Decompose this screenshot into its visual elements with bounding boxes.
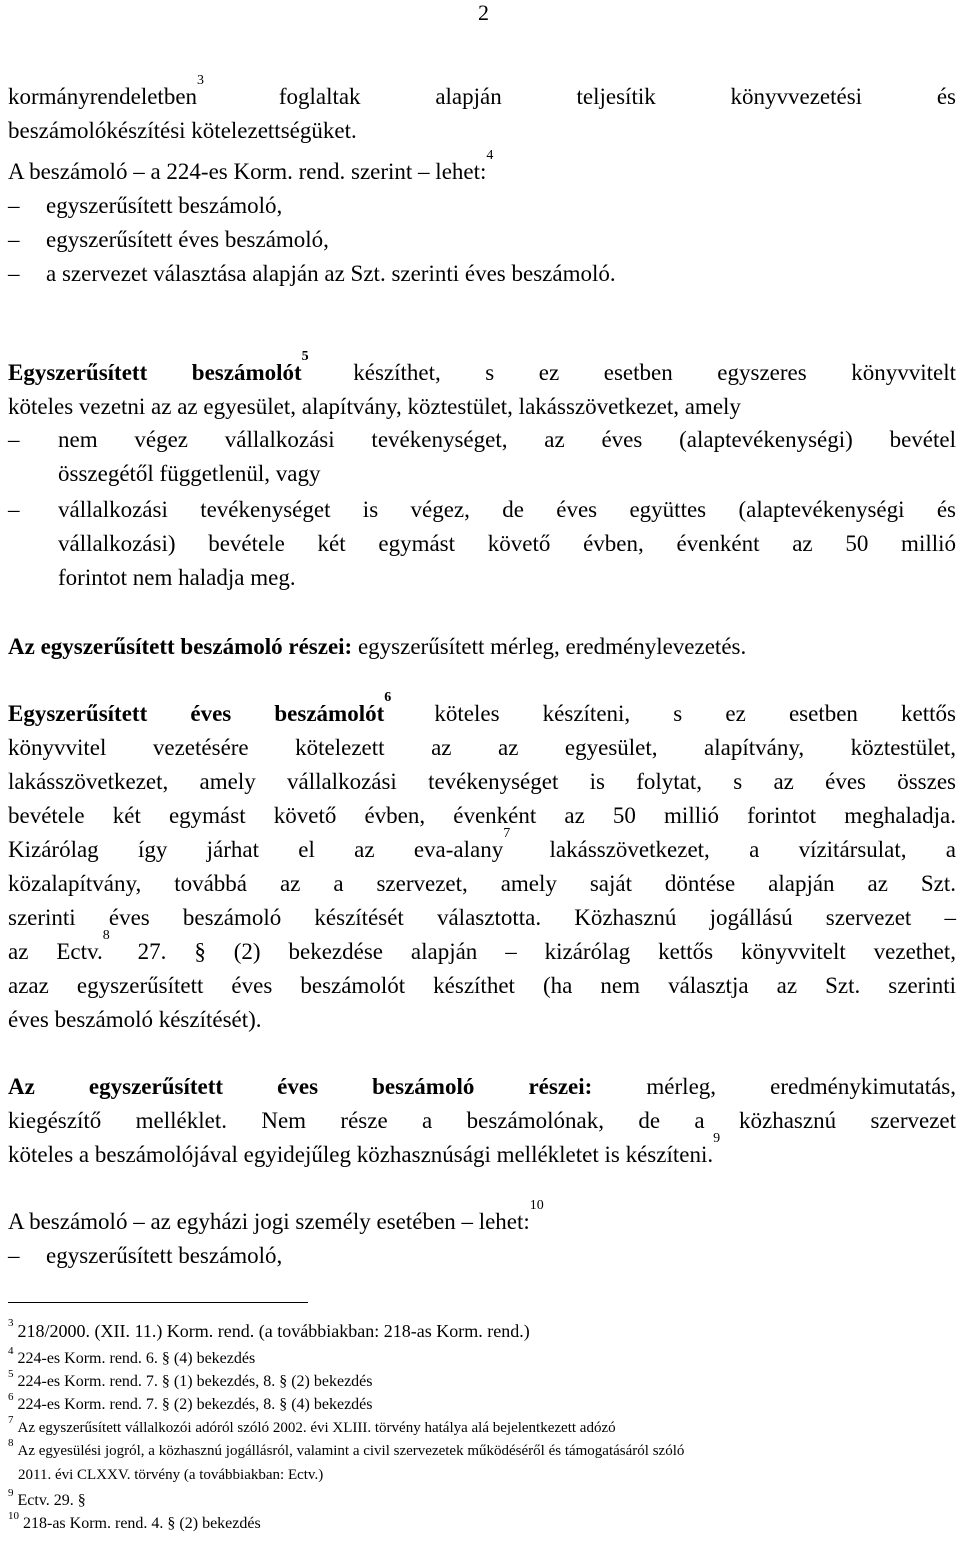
footnote: $^9$ Ectv. 29. § [8, 1487, 86, 1509]
dash-bullet: – [8, 1243, 20, 1268]
p3-bullet1-line1: nem végez vállalkozási tevékenységet, az éves (alaptevékenységi) bevétel [58, 427, 956, 452]
p5-line4: bevétele két egymást követő évben, évenként az 50 millió forintot meghaladja. [8, 803, 956, 828]
dash-bullet: – [8, 193, 20, 218]
footnote: $^3$ 218/2000. (XII. 11.) Korm. rend. (a továbbiakban: 218-as Korm. rend.) [8, 1317, 530, 1341]
p5-line9: azaz egyszerűsített éves beszámolót készíthet (ha nem választja az Szt. szerinti [8, 973, 956, 998]
p6-line3: köteles a beszámolójával egyidejűleg közhasznúsági mellékletet is készíteni.$^9$ [8, 1131, 721, 1167]
p3-bullet2-line1: vállalkozási tevékenységet is végez, de éves együttes (alaptevékenységi és [58, 497, 956, 522]
footnote-ref-6[interactable]: 6 [384, 690, 392, 705]
dash-bullet: – [8, 227, 20, 252]
p3-bullet2-line3: forintot nem haladja meg. [58, 565, 296, 590]
dash-bullet: – [8, 497, 20, 522]
p3-line2: köteles vezetni az az egyesület, alapítvány, köztestület, lakásszövetkezet, amely [8, 394, 741, 419]
p5-line3: lakásszövetkezet, amely vállalkozási tevékenységet is folytat, s az éves összes [8, 769, 956, 794]
footnote-ref-10[interactable]: 10 [529, 1198, 544, 1213]
footnote-ref-7[interactable]: 7 [503, 826, 511, 841]
p5-line7: szerinti éves beszámoló készítését választotta. Közhasznú jogállású szervezet – [8, 905, 956, 930]
p4-line: Az egyszerűsített beszámoló részei: egyszerűsített mérleg, eredménylevezetés. [8, 634, 747, 659]
p5-line1: Egyszerűsített éves beszámolót$^6$ köteles készíteni, s ez esetben kettős [8, 690, 956, 726]
p2-intro: A beszámoló – a 224-es Korm. rend. szerint – lehet:$^4$ [8, 148, 494, 184]
footnote: $^5$ 224-es Korm. rend. 7. § (1) bekezdés, 8. § (2) bekezdés [8, 1368, 373, 1390]
p5-line8: az Ectv.$^8$ 27. § (2) bekezdése alapján – kizárólag kettős könyvvitelt vezethet, [8, 928, 957, 964]
footnote-ref-3[interactable]: 3 [197, 73, 205, 88]
p5-line10: éves beszámoló készítését). [8, 1007, 262, 1032]
footnote-ref-8[interactable]: 8 [102, 928, 110, 943]
p3-line1: Egyszerűsített beszámolót$^5$ készíthet, s ez esetben egyszeres könyvvitelt [8, 349, 957, 385]
footnote: $^8$ Az egyesülési jogról, a közhasznú jogállásról, valamint a civil szervezetek működéséről és támogatásáról szóló [8, 1437, 685, 1459]
p3-bullet1-line2: összegétől függetlenül, vagy [58, 461, 321, 486]
dash-bullet: – [8, 427, 20, 452]
footnote-continuation: 2011. évi CLXXV. törvény (a továbbiakban: Ectv.) [18, 1467, 324, 1483]
p3-bullet2-line2: vállalkozási) bevétele két egymást követő évben, évenként az 50 millió [58, 531, 956, 556]
footnote-ref-4[interactable]: 4 [486, 148, 494, 163]
footnote: $^{10}$ 218-as Korm. rend. 4. § (2) bekezdés [8, 1510, 261, 1532]
page-number: 2 [478, 0, 489, 25]
footnote: $^6$ 224-es Korm. rend. 7. § (2) bekezdés, 8. § (4) bekezdés [8, 1391, 373, 1413]
footnote-separator [8, 1302, 308, 1303]
p5-line5: Kizárólag így járhat el az eva-alany$^7$ lakásszövetkezet, a vízitársulat, a [8, 826, 956, 862]
p7-intro: A beszámoló – az egyházi jogi személy esetében – lehet:$^{10}$ [8, 1198, 544, 1234]
dash-bullet: – [8, 261, 20, 286]
footnote: $^4$ 224-es Korm. rend. 6. § (4) bekezdés [8, 1345, 256, 1367]
footnote-ref-9[interactable]: 9 [713, 1131, 721, 1146]
p5-line2: könyvvitel vezetésére kötelezett az az egyesület, alapítvány, köztestület, [8, 735, 956, 760]
footnote: $^7$ Az egyszerűsített vállalkozói adóról szóló 2002. évi XLIII. törvény hatálya alá bejelentkezett adózó [8, 1414, 616, 1436]
p1-line2: beszámolókészítési kötelezettségüket. [8, 118, 357, 143]
footnote-ref-5[interactable]: 5 [301, 349, 309, 364]
p5-line6: közalapítvány, továbbá az a szervezet, amely saját döntése alapján az Szt. [8, 871, 956, 896]
p6-line2: kiegészítő melléklet. Nem része a beszámolónak, de a közhasznú szervezet [8, 1108, 956, 1133]
p6-line1: Az egyszerűsített éves beszámoló részei: mérleg, eredménykimutatás, [8, 1074, 956, 1099]
p1-line1: kormányrendeletben$^3$ foglaltak alapján teljesítik könyvvezetési és [8, 73, 956, 109]
